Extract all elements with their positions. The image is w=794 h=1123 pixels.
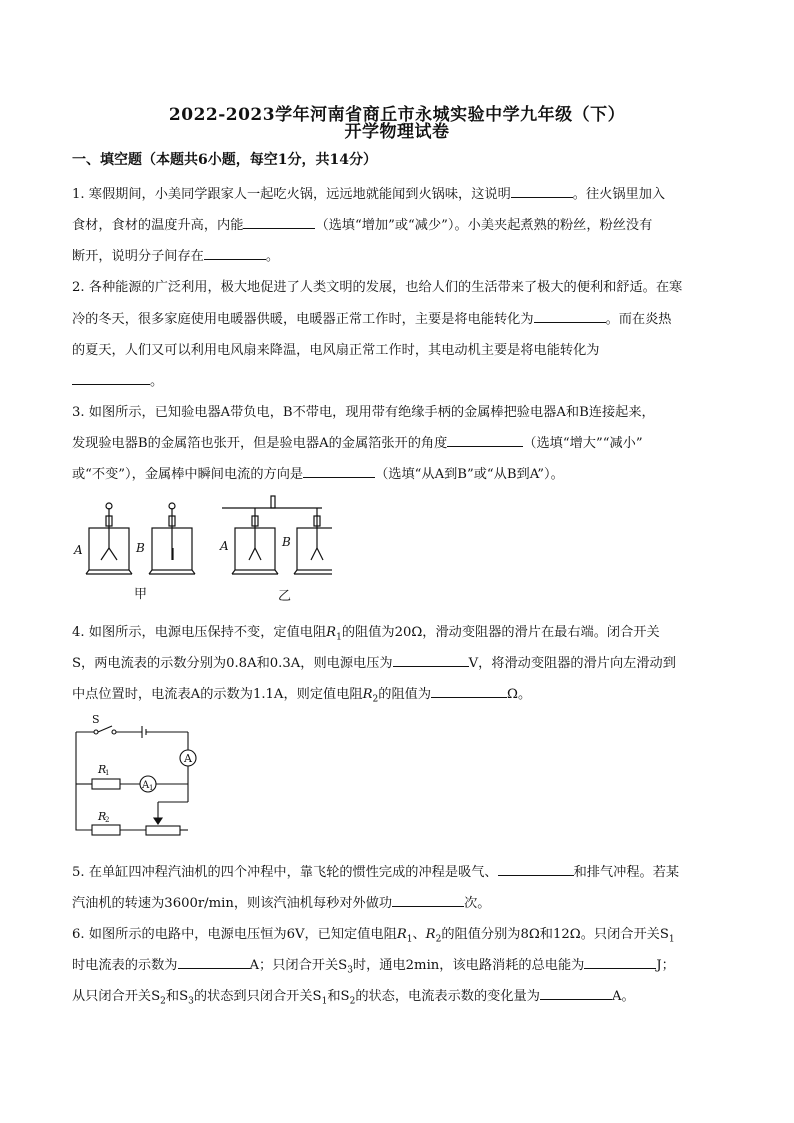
q2-blank-1[interactable]: [534, 310, 606, 323]
fig-label-s: S: [92, 713, 100, 726]
q4-text-3a: 中点位置时，电流表A的示数为1.1A，则定值电阻: [72, 687, 363, 702]
q1-line3: [72, 245, 279, 264]
electroscope-yi-b: [294, 508, 332, 574]
resistor-r1: [92, 779, 120, 789]
q4-r1: R: [326, 625, 337, 640]
q1-text-2b: （选填“增加”或“减少”）。小美夹起煮熟的粉丝，粉丝没有: [315, 218, 653, 233]
q6-text-1a: 6. 如图所示的电路中，电源电压恒为6V，已知定值电阻: [72, 927, 397, 942]
electroscope-jia-b: [149, 503, 195, 574]
rheostat-slider: [154, 818, 162, 824]
q6-text-3f: A。: [611, 989, 635, 1004]
electroscope-yi-a: [232, 508, 278, 574]
q6-line2: [72, 954, 675, 976]
q6-l3-s2: 2: [160, 996, 166, 1007]
q6-l3-s1: 1: [321, 996, 328, 1007]
q3-line2: [72, 432, 643, 451]
q4-text-3b: 的阻值为: [378, 687, 432, 702]
q2-line3: 的夏天，人们又可以利用电风扇来降温，电风扇正常工作时，其电动机主要是将电能转化为: [72, 343, 600, 358]
q4-line1: [72, 621, 660, 643]
q1-blank-2[interactable]: [243, 216, 315, 229]
exam-title-line1: 2022-2023学年河南省商丘市永城实验中学九年级（下）: [168, 105, 626, 125]
q6-text-3a: 从只闭合开关S: [72, 989, 161, 1004]
q6-text-3c: 的状态到只闭合开关S: [193, 989, 322, 1004]
q3-text-3a: 或“不变”），金属棒中瞬间电流的方向是: [72, 467, 304, 482]
q6-blank-1[interactable]: [178, 956, 250, 969]
electroscope-figure: [72, 494, 332, 606]
q5-line2: [72, 892, 490, 911]
exam-title-line2-text: 开学物理试卷: [344, 122, 450, 142]
q3-text-3b: （选填“从A到B”或“从B到A”）。: [375, 467, 564, 482]
switch-s: [94, 730, 98, 734]
q5-text-1b: 和排气冲程。若某: [573, 865, 680, 880]
label-jia-b: B: [136, 541, 145, 555]
q1-blank-1[interactable]: [511, 185, 573, 198]
exam-title-line2-visible: [0, 117, 794, 142]
q6-r1: R: [396, 927, 407, 942]
q1-text-1b: 。往火锅里加入: [572, 187, 666, 202]
label-yi: 乙: [278, 589, 292, 604]
q1-text-1a: 1. 寒假期间，小美同学跟家人一起吃火锅，远远地就能闻到火锅味，这说明: [72, 187, 511, 202]
q6-text-3e: 的状态，电流表示数的变化量为: [355, 989, 540, 1004]
electroscope-jia-a: [86, 503, 132, 574]
q6-blank-2[interactable]: [584, 956, 656, 969]
q6-r1-sub: 1: [406, 934, 413, 945]
q4-text-1b: 的阻值为20Ω，滑动变阻器的滑片在最右端。闭合开关: [341, 625, 660, 640]
fig-label-r1: R: [98, 763, 107, 776]
q5-text-2a: 汽油机的转速为3600r/min，则该汽油机每秒对外做功: [72, 896, 393, 911]
q6-sep: 、: [412, 927, 426, 942]
q4-r1-sub: 1: [336, 632, 342, 643]
q4-text-2a: S，两电流表的示数分别为0.8A和0.3A，则电源电压为: [72, 656, 393, 671]
q1-text-3b: 。: [265, 249, 280, 264]
rheostat: [146, 826, 180, 835]
fig-label-a1: A: [142, 780, 150, 791]
q6-text-1b: 的阻值分别为8Ω和12Ω。只闭合开关S: [441, 927, 669, 942]
q1-line2: [72, 214, 652, 233]
q6-line3: [72, 985, 635, 1007]
q1-text-3a: 断开，说明分子间存在: [72, 249, 204, 264]
q6-text-3d: 和S: [327, 989, 350, 1004]
q5-text-2b: 次。: [464, 896, 491, 911]
q6-r2: R: [425, 927, 436, 942]
q3-blank-2[interactable]: [303, 465, 375, 478]
q3-text-2a: 发现验电器B的金属箔也张开，但是验电器A的金属箔张开的角度: [72, 436, 448, 451]
label-jia: 甲: [134, 587, 148, 602]
q3-blank-1[interactable]: [447, 434, 523, 447]
q6-text-2b: A；只闭合开关S: [249, 958, 348, 973]
q6-text-2a: 时电流表的示数为: [72, 958, 178, 973]
q2-line1: 2. 各种能源的广泛利用，极大地促进了人类文明的发展，也给人们的生活带来了极大的便利和舒适。在寒: [72, 280, 683, 295]
q4-line3: [72, 683, 531, 705]
section-heading: 一、填空题（本题共6小题，每空1分，共14分）: [72, 152, 377, 168]
q6-text-2c: 时，通电2min，该电路消耗的总电能为: [352, 958, 585, 973]
q4-circuit: [72, 712, 212, 840]
q2-text-4b: 。: [150, 374, 164, 389]
q3-line1: 3. 如图所示，已知验电器A带负电，B不带电，现用带有绝缘手柄的金属棒把验电器A和B连接起来，: [72, 405, 655, 420]
q4-text-1a: 4. 如图所示，电源电压保持不变，定值电阻: [72, 625, 327, 640]
q6-s3-sub: 3: [347, 965, 353, 976]
q6-l3-s3: 3: [188, 996, 194, 1007]
q2-text-2a: 冷的冬天，很多家庭使用电暖器供暖，电暖器正常工作时，主要是将电能转化为: [72, 312, 534, 327]
q4-text-3c: Ω。: [507, 687, 532, 702]
fig-label-r2-sub: 2: [105, 816, 110, 824]
q6-l3-s2b: 2: [349, 996, 356, 1007]
q5-line1: [72, 861, 679, 880]
q5-text-1a: 5. 在单缸四冲程汽油机的四个冲程中，靠飞轮的惯性完成的冲程是吸气、: [72, 865, 498, 880]
label-yi-a: A: [220, 539, 229, 553]
q6-blank-3[interactable]: [540, 987, 612, 1000]
resistor-r2: [92, 825, 120, 835]
q6-text-3b: 和S: [165, 989, 189, 1004]
fig-label-a1-sub: 1: [149, 784, 154, 792]
q3-line3: [72, 463, 564, 482]
q2-line4: [72, 370, 163, 389]
label-jia-a: A: [74, 543, 83, 557]
label-yi-b: B: [282, 535, 291, 549]
q2-line2: [72, 308, 672, 327]
q4-blank-1[interactable]: [393, 654, 469, 667]
q4-text-2b: V，将滑动变阻器的滑片向左滑动到: [468, 656, 676, 671]
fig-label-r1-sub: 1: [105, 769, 110, 777]
insulating-handle: [271, 496, 275, 508]
q4-blank-2[interactable]: [431, 685, 507, 698]
q4-r2-sub: 2: [372, 694, 379, 705]
fig-label-a: A: [184, 752, 192, 765]
q1-line1: [72, 183, 665, 202]
q6-s1-sub: 1: [668, 934, 675, 945]
q3-text-2b: （选填“增大”“减小”: [523, 436, 643, 451]
q1-text-2a: 食材，食材的温度升高，内能: [72, 218, 244, 233]
q4-r2: R: [362, 687, 373, 702]
q6-line1: [72, 923, 675, 945]
q5-blank-2[interactable]: [392, 894, 464, 907]
q5-blank-1[interactable]: [498, 863, 574, 876]
q6-r2-sub: 2: [435, 934, 442, 945]
q4-line2: [72, 652, 676, 671]
fig-label-r2: R: [98, 810, 107, 823]
q6-text-2d: J；: [656, 958, 675, 973]
q2-blank-2[interactable]: [72, 372, 150, 385]
q1-blank-3[interactable]: [204, 247, 266, 260]
q2-text-2b: 。而在炎热: [605, 312, 672, 327]
